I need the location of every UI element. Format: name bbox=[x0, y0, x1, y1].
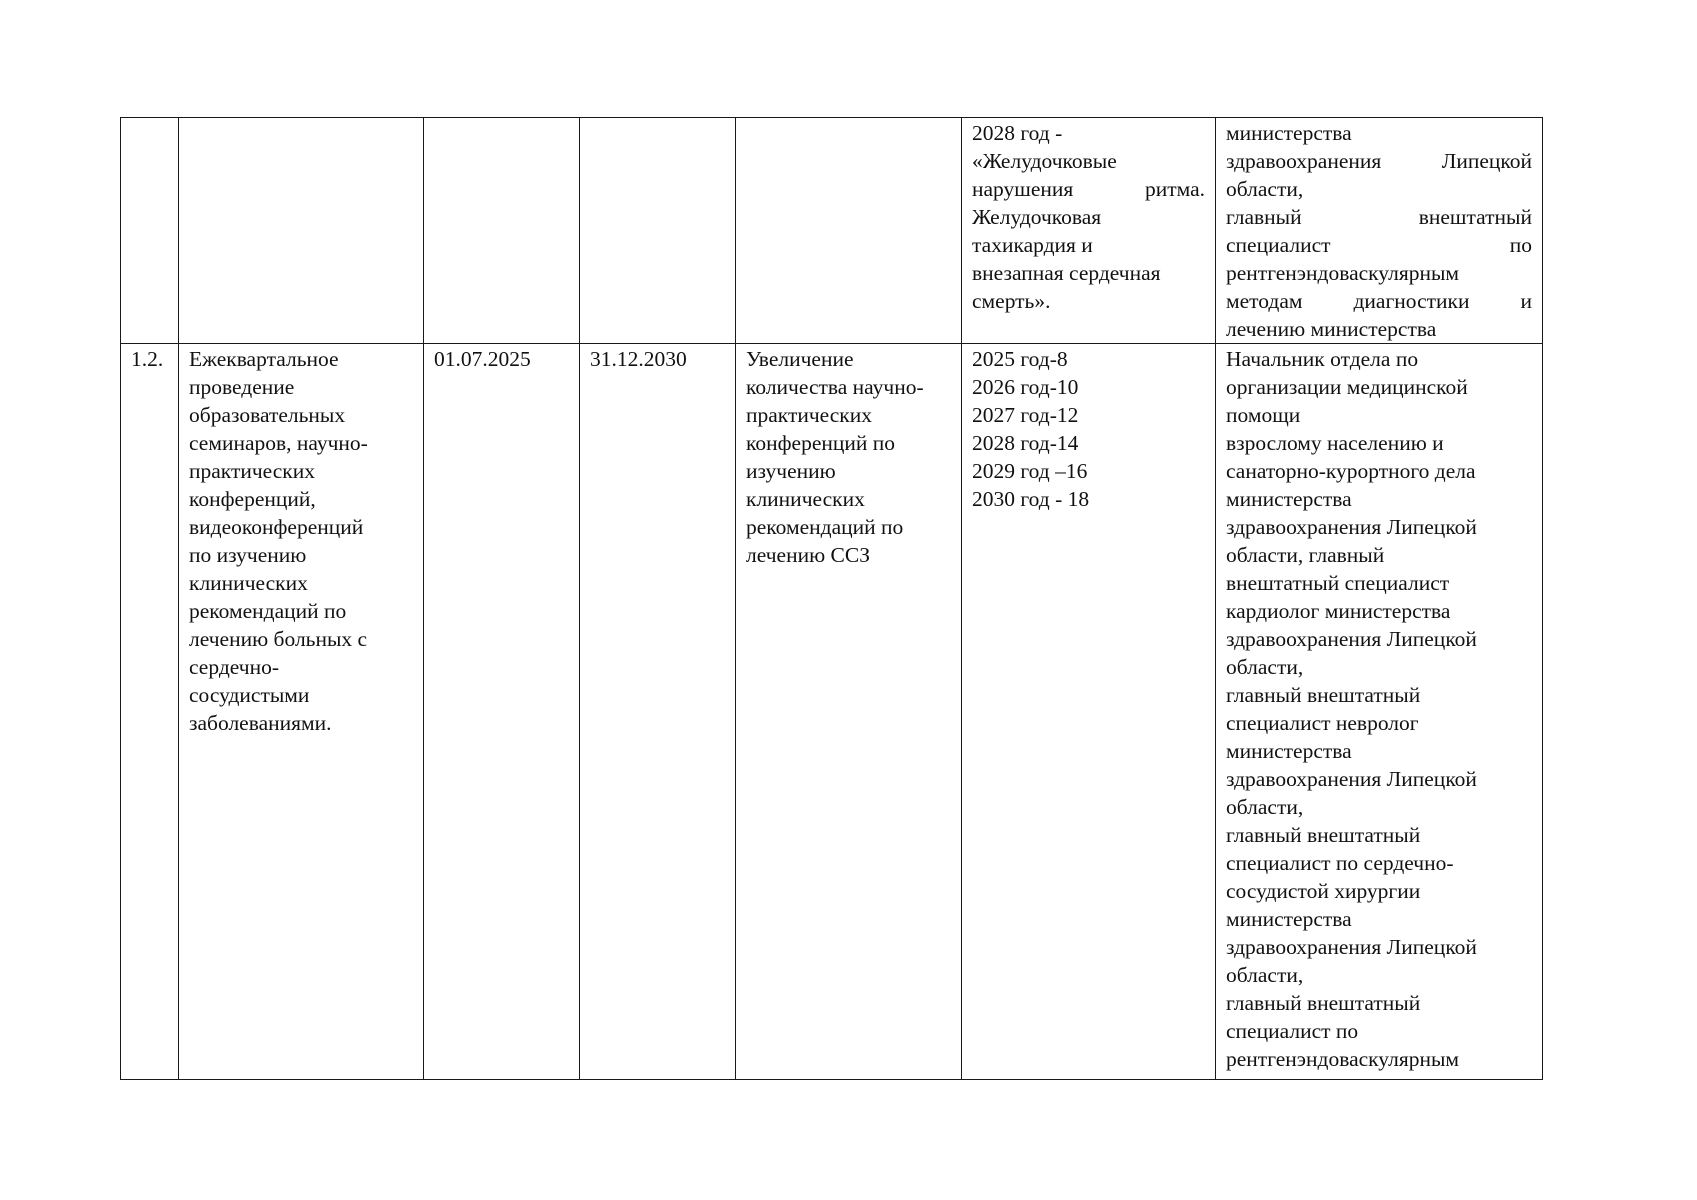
text-word: и bbox=[1520, 289, 1532, 313]
text-line: Желудочковая bbox=[972, 205, 1102, 229]
text-word: внештатный bbox=[1418, 205, 1532, 229]
result-cell: Увеличение количества научно- практических конференций по изучению клинических рекомендаций по лечению ССЗ bbox=[736, 344, 962, 1080]
responsible-cell: Начальник отдела по организации медицинской помощи взрослому населению и санаторно-курортного дела министерства здравоохранения Липецкой области, главный внештатный специалист кардиолог министерства здравоохранения Липецкой области, главный внештатный специалист невролог министерства здравоохранения Липецкой области, главный внештатный специалист по сердечно- сосудистой хирургии министерства здравоохранения Липецкой области, главный внештатный специалист по рентгенэндоваскулярным bbox=[1216, 344, 1543, 1080]
text-word: по bbox=[1509, 233, 1532, 257]
start-date-cell: 01.07.2025 bbox=[424, 344, 580, 1080]
text-line: смерть». bbox=[972, 289, 1051, 313]
text-line: «Желудочковые bbox=[972, 149, 1117, 173]
text-word: специалист bbox=[1226, 233, 1331, 257]
start-date-cell bbox=[424, 118, 580, 344]
text-word: главный bbox=[1226, 205, 1302, 229]
text-word: методам bbox=[1226, 289, 1303, 313]
indicator-2025: 2025 год-8 bbox=[972, 347, 1068, 371]
row-number-cell: 1.2. bbox=[121, 344, 179, 1080]
activity-cell: Ежеквартальное проведение образовательных семинаров, научно- практических конференций, видеоконференций по изучению клинических рекомендаций по лечению больных с сердечно- сосудистыми заболеваниями. bbox=[179, 344, 424, 1080]
responsible-cell bbox=[1216, 118, 1543, 344]
text-word: ритма. bbox=[1144, 177, 1205, 201]
text-word: здравоохранения bbox=[1226, 149, 1382, 173]
indicator-2029: 2029 год –16 bbox=[972, 459, 1088, 483]
indicator-2028: 2028 год-14 bbox=[972, 431, 1079, 455]
row-number-cell bbox=[121, 118, 179, 344]
end-date-cell: 31.12.2030 bbox=[580, 344, 736, 1080]
text-word: Липецкой bbox=[1441, 149, 1532, 173]
table-row-1-2 bbox=[121, 344, 1543, 1080]
text-line: внезапная сердечная bbox=[972, 261, 1161, 285]
text-line: 2028 год - bbox=[972, 121, 1063, 145]
measures-table bbox=[120, 117, 1543, 1080]
text-word: диагностики bbox=[1353, 289, 1470, 313]
indicator-cell bbox=[962, 118, 1216, 344]
activity-cell bbox=[179, 118, 424, 344]
result-cell bbox=[736, 118, 962, 344]
responsible-lines bbox=[1226, 119, 1532, 343]
text-line bbox=[972, 175, 1205, 203]
text-line: тахикардия и bbox=[972, 233, 1093, 257]
text-word: нарушения bbox=[972, 177, 1074, 201]
indicator-2027: 2027 год-12 bbox=[972, 403, 1079, 427]
table-row-continuation bbox=[121, 118, 1543, 344]
indicator-lines bbox=[972, 119, 1205, 315]
end-date-cell bbox=[580, 118, 736, 344]
indicator-2030: 2030 год - 18 bbox=[972, 487, 1090, 511]
text-line: лечению министерства bbox=[1226, 317, 1437, 341]
text-line bbox=[1226, 231, 1532, 259]
text-line bbox=[1226, 203, 1532, 231]
text-line: рентгенэндоваскулярным bbox=[1226, 261, 1460, 285]
indicator-cell bbox=[962, 344, 1216, 1080]
text-line bbox=[1226, 287, 1532, 315]
text-line: области, bbox=[1226, 177, 1304, 201]
text-line bbox=[1226, 147, 1532, 175]
indicator-2026: 2026 год-10 bbox=[972, 375, 1079, 399]
text-line: министерства bbox=[1226, 121, 1352, 145]
